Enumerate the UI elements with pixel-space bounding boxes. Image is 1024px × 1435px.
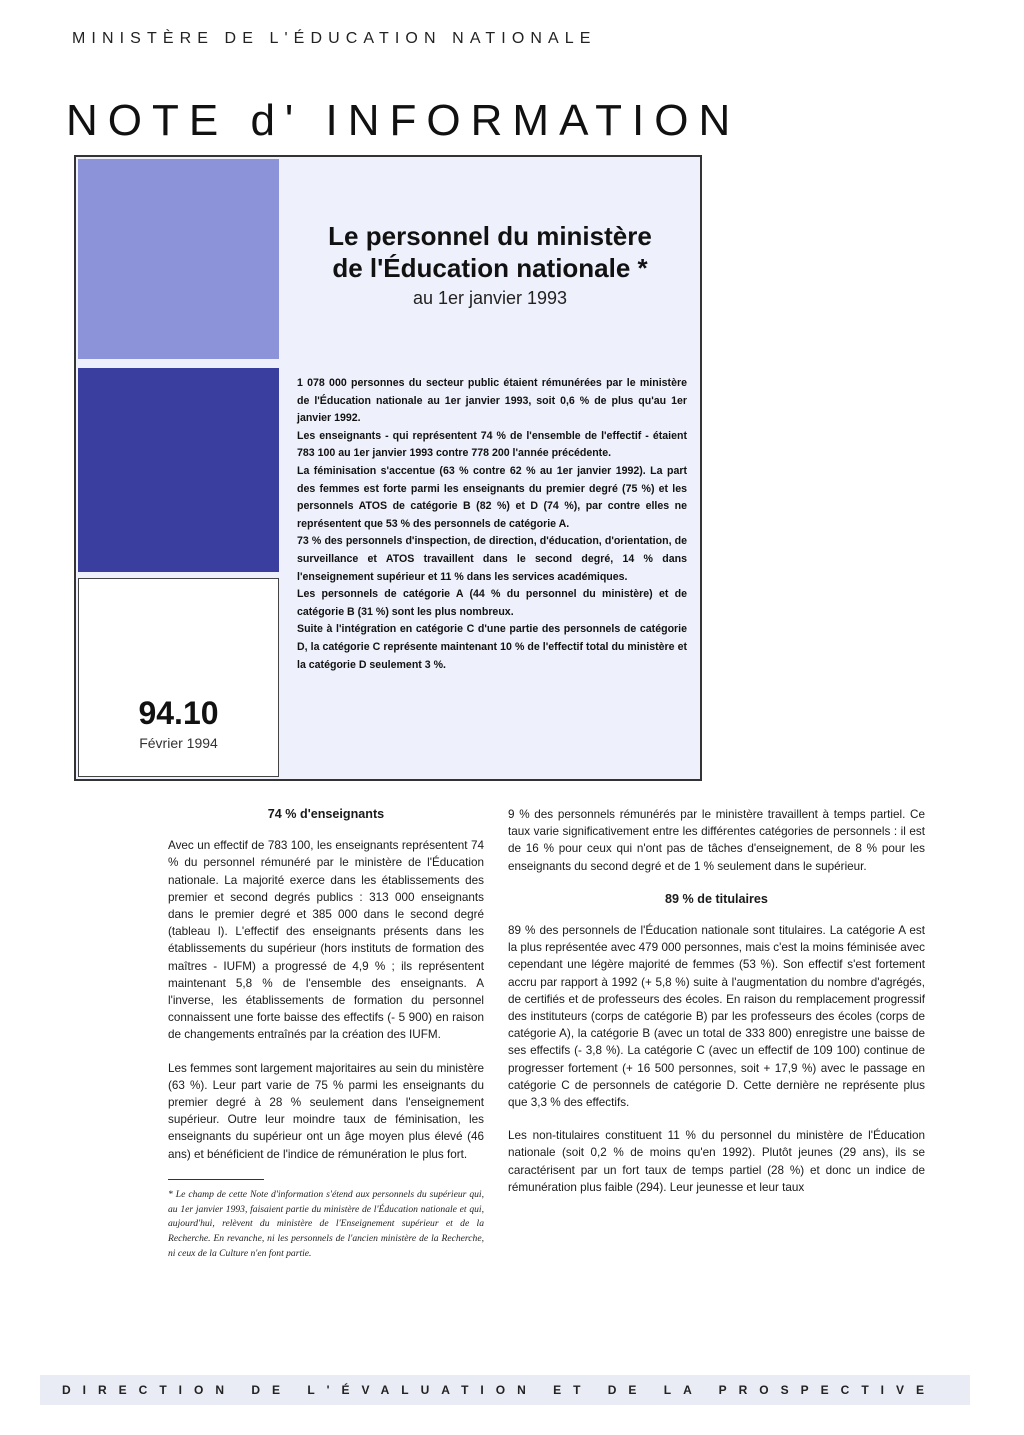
color-block-dark (78, 368, 279, 572)
ministry-name: MINISTÈRE DE L'ÉDUCATION NATIONALE (72, 30, 597, 47)
color-block-light (78, 159, 279, 359)
summary-paragraph: Les personnels de catégorie A (44 % du personnel du ministère) et de catégorie B (31 %) sont les plus nombreux. (297, 588, 687, 618)
body-paragraph: Les femmes sont largement majoritaires au sein du ministère (63 %). Leur part varie de 75 % parmi les enseignants du premier degré à 28 % seulement dans l'enseignement supérieur. Outre leur moindre taux de féminisation, les enseignants du supérieur ont un âge moyen plus élevé (46 ans) et bénéficient de l'indice de rémunération le plus fort. (168, 1061, 484, 1161)
section-heading-teachers: 74 % d'enseignants (267, 807, 385, 821)
body-paragraph: Les non-titulaires constituent 11 % du personnel du ministère de l'Éducation nationale (soit 0,2 % de moins qu'en 1992). Plutôt jeunes (29 ans), ils se caractérisent par un fort taux de temps partiel (28 %) et donc un indice de rémunération plus faible (294). Leur jeunesse et leur taux (508, 1129, 925, 1194)
headline (290, 220, 690, 284)
footnote-rule (168, 1179, 264, 1180)
section-heading-tenured: 89 % de titulaires (665, 891, 768, 906)
footnote: * Le champ de cette Note d'information s'étend aux personnels du supérieur qui, au 1er janvier 1993, faisaient partie du ministère de l'Éducation nationale et qui, aujourd'hui, relèvent du ministère de l'Enseignement supérieur et de la Recherche. En revanche, ni les personnels de l'ancien ministère de la Recherche, ni ceux de la Culture n'en font partie. (168, 1188, 484, 1260)
summary (297, 375, 687, 674)
subheadline: au 1er janvier 1993 (412, 288, 568, 308)
summary-paragraph: Suite à l'intégration en catégorie C d'une partie des personnels de catégorie D, la catégorie C représente maintenant 10 % de l'effectif total du ministère et la catégorie D seulement 3 %. (297, 623, 687, 671)
body-paragraph: Avec un effectif de 783 100, les enseignants représentent 74 % du personnel rémunéré par le ministère de l'Éducation nationale. La majorité exerce dans les établissements des premier et second degrés publics : 313 000 enseignants dans le premier degré et 385 000 dans le second degré (tableau l). L'effectif des enseignants présents dans les établissements du supérieur (hors instituts de formation des maîtres - IUFM) a progressé de 4,9 % ; ils représentent maintenant 5,8 % de l'ensemble des enseignants. A l'inverse, les établissements de formation du personnel connaissent une forte baisse des effectifs (- 5 900) en raison de changements entraînés par la création des IUFM. (168, 839, 484, 1042)
body-paragraph: 9 % des personnels rémunérés par le ministère travaillent à temps partiel. Ce taux varie significativement entre les différentes catégories de personnels : il est de 16 % pour ceux qui n'ont pas de tâches d'enseignement, de 8 % pour les enseignants du second degré et de 1 % seulement dans le supérieur. (508, 808, 925, 873)
summary-paragraph: La féminisation s'accentue (63 % contre 62 % au 1er janvier 1992). La part des femmes est forte parmi les enseignants du premier degré (75 %) et les personnels ATOS de catégorie B (82 %) et D (74 %), par contre elles ne représentent que 53 % des personnels de catégorie A. (297, 464, 687, 530)
summary-paragraph: Les enseignants - qui représentent 74 % de l'ensemble de l'effectif - étaient 783 100 au 1er janvier 1993 contre 778 200 l'année précédente. (297, 429, 687, 460)
body-paragraph: 89 % des personnels de l'Éducation nationale sont titulaires. La catégorie A est la plus représentée avec 479 000 personnes, mais c'est la moins féminisée avec cependant une légère majorité de femmes (53 %). Son effectif s'est fortement accru par rapport à 1992 (+ 5,8 %) suite à l'augmentation du nombre d'agrégés, de certifiés et de professeurs des écoles. En raison du remplacement progressif des instituteurs (corps de catégorie B) par les professeurs des écoles (corps de catégorie A), la catégorie B (avec un total de 333 800) enregistre une baisse de ses effectifs (- 3,8 %). La catégorie C (avec un effectif de 109 100) continue de progresser fortement (+ 16 500 personnes, soit + 17,9 %) avec le passage en catégorie C de personnels de catégorie D. Cette dernière ne représente plus que 3,3 % des effectifs. (508, 924, 925, 1110)
issue-date: Février 1994 (139, 735, 218, 751)
footer-directorate: DIRECTION DE L'ÉVALUATION ET DE LA PROSPECTIVE (62, 1383, 936, 1397)
headline-line-1: Le personnel du ministère (328, 221, 652, 251)
publication-title: NOTE d' INFORMATION (66, 96, 741, 145)
summary-paragraph: 1 078 000 personnes du secteur public étaient rémunérées par le ministère de l'Éducation nationale au 1er janvier 1993, soit 0,6 % de plus qu'au 1er janvier 1992. (297, 377, 687, 425)
issue-number: 94.10 (138, 695, 219, 731)
summary-paragraph: 73 % des personnels d'inspection, de direction, d'éducation, d'orientation, de surveillance et ATOS travaillent dans le second degré, 14 % dans l'enseignement supérieur et 11 % dans les services académiques. (297, 535, 687, 583)
right-column (508, 806, 925, 1212)
headline-line-2: de l'Éducation nationale * (332, 253, 648, 283)
left-column (168, 806, 484, 1262)
